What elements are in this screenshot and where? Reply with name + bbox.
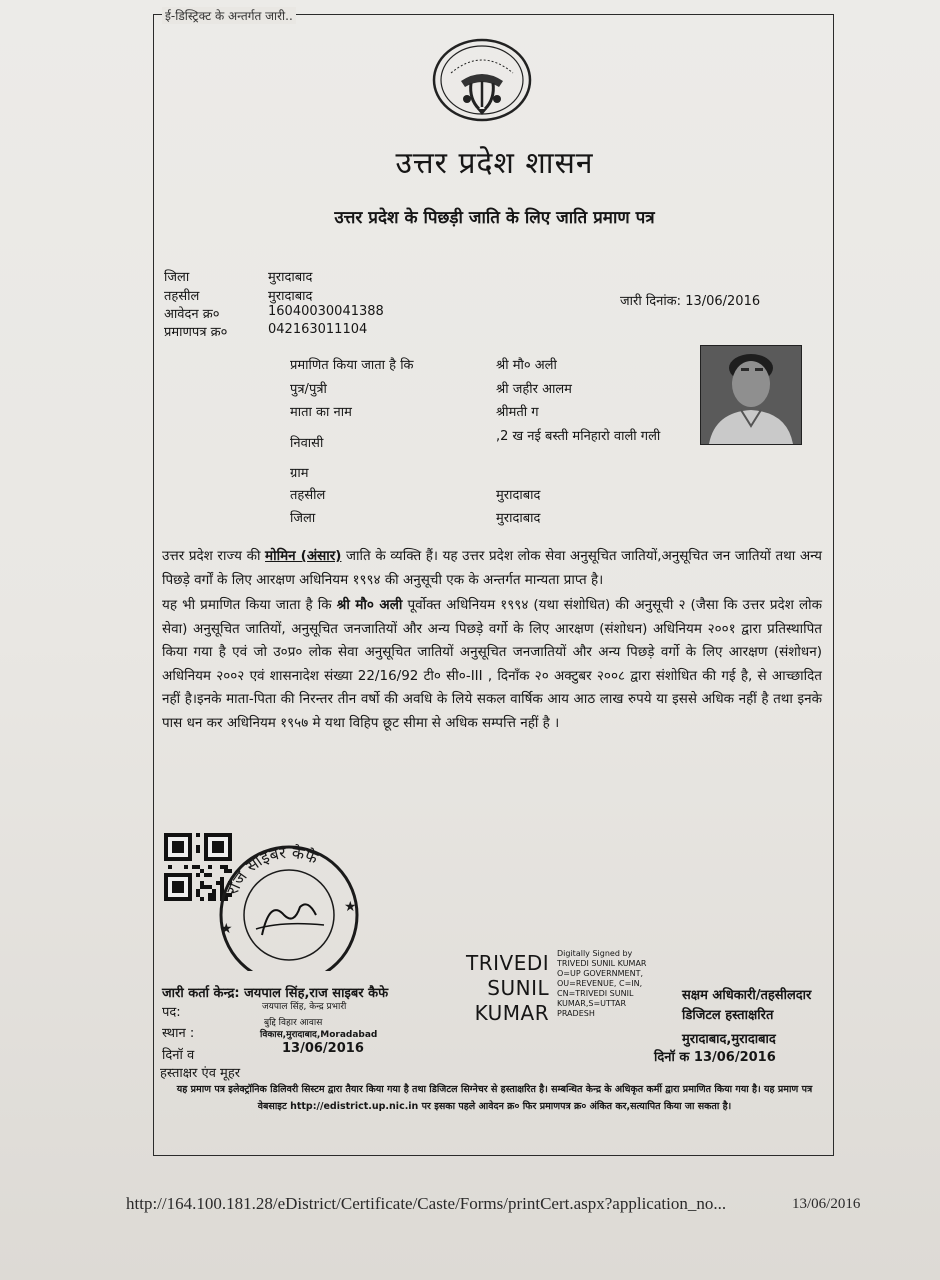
tehsil-value: मुरादाबाद xyxy=(496,488,541,503)
meta-value-tehsil: मुरादाबाद xyxy=(268,289,313,304)
officer-date-label: दिनॉ क xyxy=(654,1050,690,1065)
mother-label: माता का नाम xyxy=(290,405,352,420)
meta-label-tehsil: तहसील xyxy=(164,289,200,304)
header-note: ई-डिस्ट्रिक्ट के अन्तर्गत जारी.. xyxy=(162,7,296,24)
tehsil-label: तहसील xyxy=(290,488,326,503)
officer-digitally-signed: डिजिटल हस्ताक्षरित xyxy=(682,1008,774,1023)
body-applicant-name: श्री मौ० अली xyxy=(336,597,403,613)
applicant-name: श्री मौ० अली xyxy=(496,358,557,373)
issuer-place-line2: विकास,मुरादाबाद,Moradabad xyxy=(260,1030,378,1040)
centre-seal-icon xyxy=(204,841,374,971)
seal-text: राज साइबर कैफे xyxy=(222,842,321,898)
digital-signer-name xyxy=(466,951,549,1026)
officer-title: सक्षम अधिकारी/तहसीलदार xyxy=(682,988,812,1003)
certificate-subtitle: उत्तर प्रदेश के पिछड़ी जाति के लिए जाति प्रमाण पत्र xyxy=(334,208,655,228)
meta-value-application-no: 16040030041388 xyxy=(268,304,384,319)
issuer-centre-value: जयपाल सिंह,राज साइबर कैफे xyxy=(244,986,389,1001)
caste-name: मोमिन (अंसार) xyxy=(265,548,342,564)
officer-place: मुरादाबाद,मुरादाबाद xyxy=(682,1032,776,1047)
meta-label-application-no: आवेदन क्र० xyxy=(164,307,220,322)
district-label: जिला xyxy=(290,511,316,526)
issuer-centre-label: जारी कर्ता केन्द्र: xyxy=(162,986,240,1001)
certificate-body xyxy=(162,545,822,737)
footer-note: यह प्रमाण पत्र इलेक्ट्रॉनिक डिलिवरी सिस्टम द्वारा तैयार किया गया है तथा डिजिटल सिग्नेचर से हस्ताक्षरित है। सम्बन्धित केन्द्र के अधिकृत कर्मी द्वारा प्रमाणित किया गया है। यह प्रमाण पत्र वेबसाइट http://edistrict.up.nic.in पर इसका पहले आवेदन क्र० फिर प्रमाणपत्र क्र० अंकित कर,सत्यापित किया जा सकता है। xyxy=(176,1084,813,1112)
body-paragraph-1 xyxy=(162,545,822,592)
issuer-place-label: स्थान : xyxy=(162,1026,195,1041)
issuer-date-label: दिनॉ व xyxy=(162,1048,195,1063)
signer-name-line2: SUNIL xyxy=(487,976,550,1000)
issuer-post-value: जयपाल सिंह, केन्द्र प्रभारी xyxy=(262,1002,347,1012)
issue-date-value: 13/06/2016 xyxy=(685,294,761,309)
body-paragraph-2 xyxy=(162,594,822,735)
resident-label: निवासी xyxy=(290,436,324,451)
body-p2-end: पूर्वोक्त अधिनियम १९९४ (यथा संशोधित) की अनुसूची २ (जैसा कि उत्तर प्रदेश लोक सेवा) अनुसूचित जातियों, अनुसूचित जनजातियों और अन्य पिछड़े वर्गो के लिए आरक्षण (संशोधन) अधिनियम २००१ द्वारा प्रतिस्थापित किया गया है एवं जो उ०प्र० लोक सेवा अनुसूचित जातियों अनुसूचित जनजातियों और अन्य पिछड़े वर्गो के लिए आरक्षण (संशोधन) अधिनियम २००२ एवं शासनादेश संख्या 22/16/92 टी० सी०-III , दिनाँक २० अक्टुबर २००८ द्वारा संशोधित की गई है, से आच्छादित नहीं है।इनके माता-पिता की निरन्तर तीन वर्षो की अवधि के लिये सकल वार्षिक आय आठ लाख रुपये या इससे अधिक नहीं है तथा इनके पास धन कर अधिनियम १९५७ मे यथा विहिप छूट सीमा से अधिक सम्पत्ति नहीं है । xyxy=(162,597,822,731)
person-photo-icon xyxy=(701,346,801,444)
svg-text:राज साइबर कैफे xyxy=(223,843,321,898)
meta-value-district: मुरादाबाद xyxy=(268,270,313,285)
issuer-place-line1: बुद्दि विहार आवास xyxy=(264,1018,323,1028)
resident-address: ,2 ख नई बस्ती मनिहारो वाली गली xyxy=(496,429,661,444)
issue-date-label: जारी दिनांक: xyxy=(620,294,682,309)
certified-label: प्रमाणित किया जाता है कि xyxy=(290,358,414,373)
meta-label-certificate-no: प्रमाणपत्र क्र० xyxy=(164,325,228,340)
officer-date-value: 13/06/2016 xyxy=(693,1050,776,1065)
signer-name-line3: KUMAR xyxy=(474,1001,550,1025)
father-label: पुत्र/पुत्री xyxy=(290,382,327,397)
issue-date xyxy=(620,291,760,309)
issuer-date-value: 13/06/2016 xyxy=(282,1041,364,1056)
print-url: http://164.100.181.28/eDistrict/Certificate/Caste/Forms/printCert.aspx?application_no... xyxy=(126,1194,727,1213)
body-p1-end: जाति के व्यक्ति हैं। यह उत्तर प्रदेश लोक सेवा अनुसूचित जातियों,अनुसूचित जन जातियों तथा अन्य पिछड़े वर्गों के लिए आरक्षण अधिनियम १९९४ की अनुसूची एक के अन्तर्गत मान्यता प्राप्त है। xyxy=(162,548,822,588)
officer-date xyxy=(654,1047,776,1065)
body-p2-start: यह भी प्रमाणित किया जाता है कि xyxy=(162,597,332,613)
father-name: श्री जहीर आलम xyxy=(496,382,572,397)
svg-text:★: ★ xyxy=(220,921,233,937)
up-emblem-icon xyxy=(431,37,533,123)
village-label: ग्राम xyxy=(290,466,309,481)
applicant-photo xyxy=(700,345,802,445)
meta-label-district: जिला xyxy=(164,270,190,285)
issuer-sign-label: हस्ताक्षर एंव मूहर xyxy=(160,1066,241,1081)
svg-text:★: ★ xyxy=(344,899,357,915)
meta-value-certificate-no: 042163011104 xyxy=(268,322,368,337)
print-date: 13/06/2016 xyxy=(792,1196,861,1212)
mother-name: श्रीमती ग xyxy=(496,405,539,420)
page-title: उत्तर प्रदेश शासन xyxy=(395,146,594,181)
signer-name-line1: TRIVEDI xyxy=(466,951,550,975)
issuer-post-label: पद: xyxy=(162,1005,181,1020)
certificate xyxy=(153,9,834,1156)
district-value: मुरादाबाद xyxy=(496,511,541,526)
body-p1-start: उत्तर प्रदेश राज्य की xyxy=(162,548,261,564)
digital-signature-detail: Digitally Signed by TRIVEDI SUNIL KUMAR O=UP GOVERNMENT, OU=REVENUE, C=IN, CN=TRIVEDI SUNIL KUMAR,S=UTTAR PRADESH xyxy=(557,949,647,1018)
